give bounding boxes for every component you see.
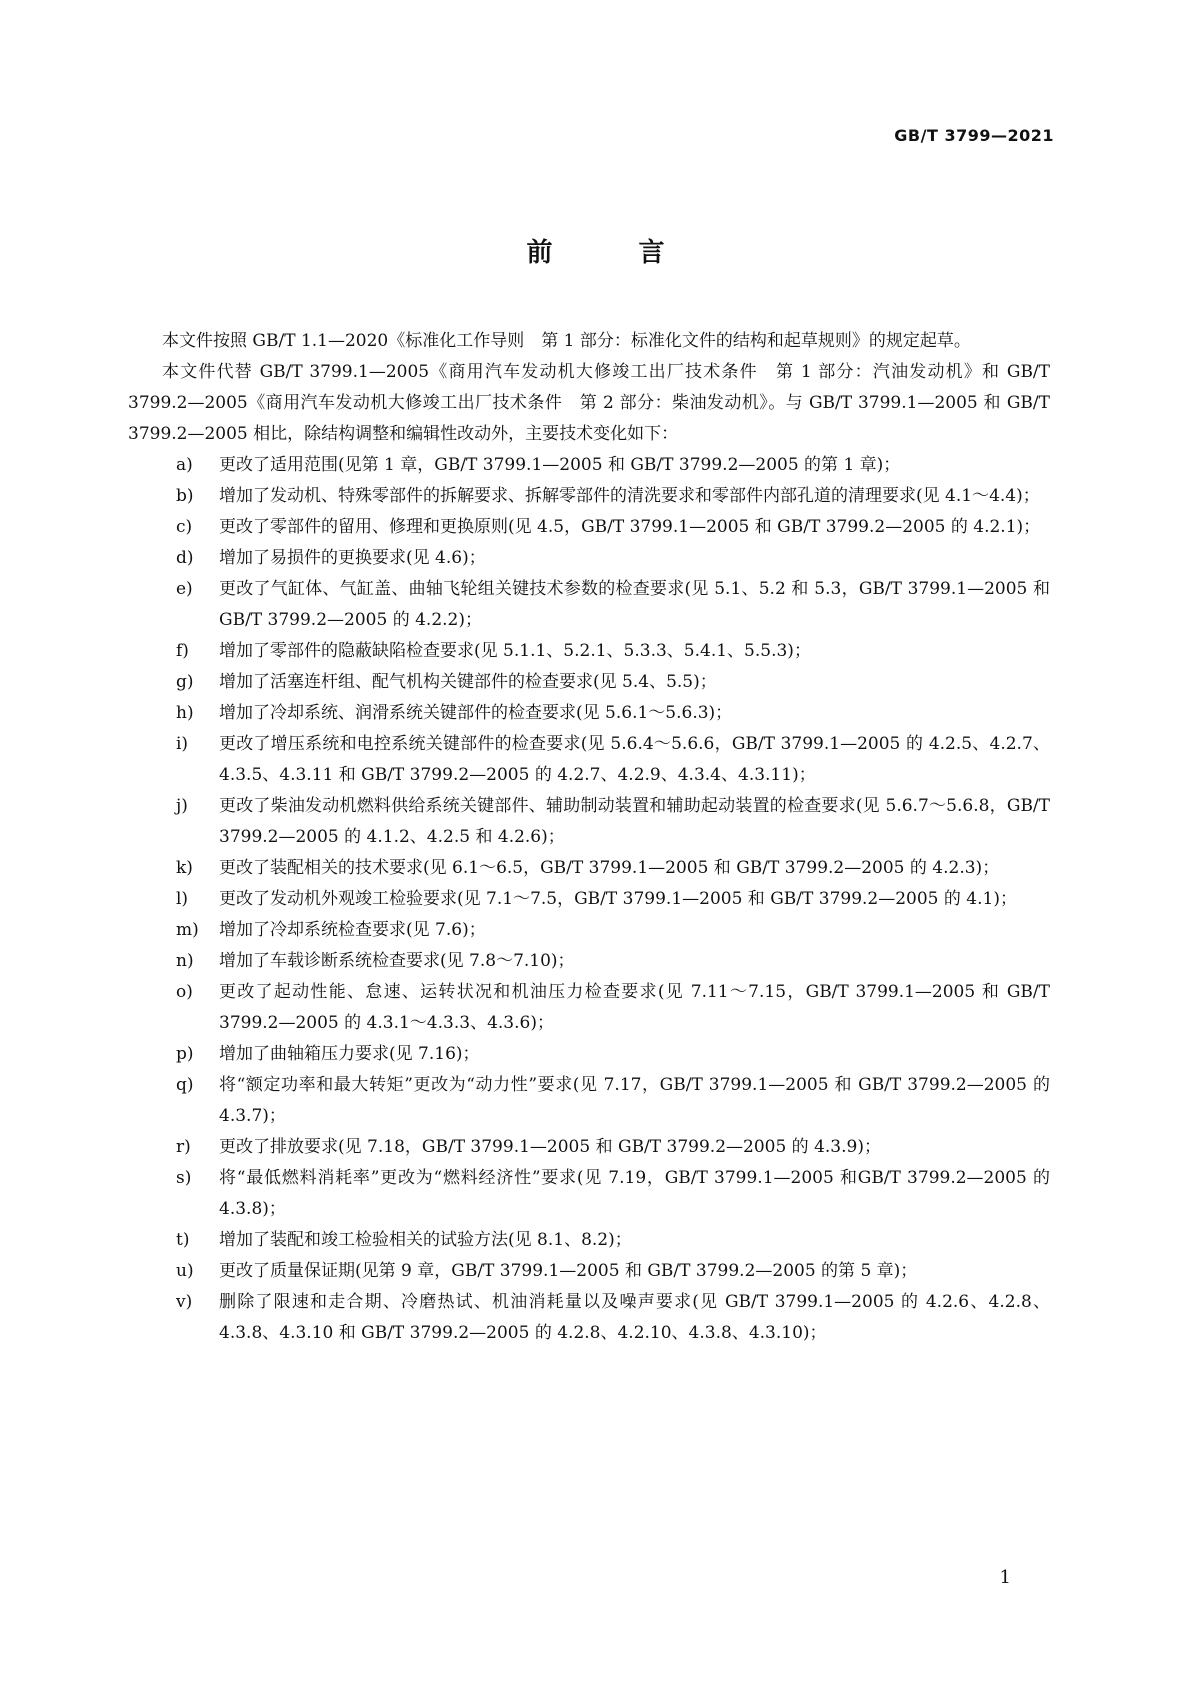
- change-item: [128, 1070, 1050, 1132]
- change-item-text: 增加了曲轴箱压力要求(见 7.16)；: [219, 1044, 480, 1064]
- change-item-marker: u): [176, 1261, 194, 1281]
- change-item: [128, 481, 1050, 512]
- change-item: [128, 698, 1050, 729]
- change-item-text: 更改了发动机外观竣工检验要求(见 7.1～7.5，GB/T 3799.1—2005 和 GB/T 3799.2—2005 的 4.1)；: [219, 889, 1017, 909]
- change-item-text: 更改了气缸体、气缸盖、曲轴飞轮组关键技术参数的检查要求(见 5.1、5.2 和 5.3，GB/T 3799.1—2005 和 GB/T 3799.2—2005 的 4.2.2)；: [219, 579, 1050, 630]
- change-item: [128, 853, 1050, 884]
- change-item-marker: f): [176, 641, 189, 661]
- change-item-text: 更改了增压系统和电控系统关键部件的检查要求(见 5.6.4～5.6.6，GB/T 3799.1—2005 的 4.2.5、4.2.7、4.3.5、4.3.11 和 GB/T 3799.2—2005 的 4.2.7、4.2.9、4.3.4、4.3.11)；: [219, 734, 1050, 785]
- change-item-text: 更改了柴油发动机燃料供给系统关键部件、辅助制动装置和辅助起动装置的检查要求(见 5.6.7～5.6.8，GB/T 3799.2—2005 的 4.1.2、4.2.5 和 4.2.6)；: [219, 796, 1050, 847]
- change-item-marker: v): [176, 1292, 193, 1312]
- change-item: [128, 450, 1050, 481]
- change-item-marker: n): [176, 951, 194, 971]
- change-item-text: 更改了零部件的留用、修理和更换原则(见 4.5，GB/T 3799.1—2005 和 GB/T 3799.2—2005 的 4.2.1)；: [219, 517, 1041, 537]
- change-item-marker: h): [176, 703, 194, 723]
- change-item-text: 增加了车载诊断系统检查要求(见 7.8～7.10)；: [219, 951, 575, 971]
- change-item-text: 更改了起动性能、怠速、运转状况和机油压力检查要求(见 7.11～7.15，GB/T 3799.1—2005 和 GB/T 3799.2—2005 的 4.3.1～4.3.3、4.3.6)；: [219, 982, 1050, 1033]
- change-item-marker: d): [176, 548, 194, 568]
- change-item-text: 增加了装配和竣工检验相关的试验方法(见 8.1、8.2)；: [219, 1230, 632, 1250]
- change-item: [128, 1287, 1050, 1349]
- change-item-marker: t): [176, 1230, 190, 1250]
- page-title: 前 言: [526, 238, 695, 268]
- change-item-marker: k): [176, 858, 193, 878]
- change-item-text: 增加了易损件的更换要求(见 4.6)；: [219, 548, 486, 568]
- change-item-marker: r): [176, 1137, 191, 1157]
- change-item-marker: l): [176, 889, 189, 909]
- change-item: [128, 915, 1050, 946]
- change-item-text: 增加了零部件的隐蔽缺陷检查要求(见 5.1.1、5.2.1、5.3.3、5.4.1、5.5.3)；: [219, 641, 811, 661]
- change-item-text: 将“额定功率和最大转矩”更改为“动力性”要求(见 7.17，GB/T 3799.1—2005 和 GB/T 3799.2—2005 的 4.3.7)；: [219, 1075, 1050, 1126]
- change-item: [128, 884, 1050, 915]
- change-item: [128, 636, 1050, 667]
- change-item: [128, 1163, 1050, 1225]
- change-item: [128, 946, 1050, 977]
- change-item: [128, 729, 1050, 791]
- change-item-text: 将“最低燃料消耗率”更改为“燃料经济性”要求(见 7.19，GB/T 3799.1—2005 和GB/T 3799.2—2005 的 4.3.8)；: [219, 1168, 1050, 1219]
- change-item: [128, 574, 1050, 636]
- change-item-marker: b): [176, 486, 194, 506]
- change-item-marker: q): [176, 1075, 194, 1095]
- technical-changes-list: [128, 450, 1050, 1349]
- change-item: [128, 543, 1050, 574]
- change-item: [128, 791, 1050, 853]
- change-item-marker: i): [176, 734, 189, 754]
- change-item-text: 更改了装配相关的技术要求(见 6.1～6.5，GB/T 3799.1—2005 和 GB/T 3799.2—2005 的 4.2.3)；: [219, 858, 1000, 878]
- standard-number: GB/T 3799—2021: [894, 126, 1054, 145]
- change-item-marker: c): [176, 517, 193, 537]
- document-body: [128, 326, 1050, 1349]
- change-item-marker: s): [176, 1168, 192, 1188]
- change-item: [128, 667, 1050, 698]
- change-item: [128, 1256, 1050, 1287]
- change-item-text: 增加了冷却系统、润滑系统关键部件的检查要求(见 5.6.1～5.6.3)；: [219, 703, 733, 723]
- change-item: [128, 1132, 1050, 1163]
- change-item-text: 更改了适用范围(见第 1 章，GB/T 3799.1—2005 和 GB/T 3799.2—2005 的第 1 章)；: [219, 455, 901, 475]
- change-item-text: 增加了冷却系统检查要求(见 7.6)；: [219, 920, 486, 940]
- change-item-marker: a): [176, 455, 193, 475]
- change-item: [128, 512, 1050, 543]
- paragraph-drafting-rules: 本文件按照 GB/T 1.1—2020《标准化工作导则 第 1 部分：标准化文件的结构和起草规则》的规定起草。: [162, 331, 971, 351]
- change-item-text: 增加了发动机、特殊零部件的拆解要求、拆解零部件的清洗要求和零部件内部孔道的清理要求(见 4.1～4.4)；: [219, 486, 1040, 506]
- change-item-marker: p): [176, 1044, 194, 1064]
- change-item-text: 增加了活塞连杆组、配气机构关键部件的检查要求(见 5.4、5.5)；: [219, 672, 717, 692]
- change-item-marker: g): [176, 672, 194, 692]
- change-item: [128, 1225, 1050, 1256]
- change-item-marker: o): [176, 982, 193, 1002]
- change-item: [128, 977, 1050, 1039]
- change-item-marker: m): [176, 920, 199, 940]
- change-item-text: 更改了排放要求(见 7.18，GB/T 3799.1—2005 和 GB/T 3799.2—2005 的 4.3.9)；: [219, 1137, 881, 1157]
- paragraph-replacement: 本文件代替 GB/T 3799.1—2005《商用汽车发动机大修竣工出厂技术条件 第 1 部分：汽油发动机》和 GB/T 3799.2—2005《商用汽车发动机大修竣工出厂技术条件 第 2 部分：柴油发动机》。与 GB/T 3799.1—2005 和 GB/T 3799.2—2005 相比，除结构调整和编辑性改动外，主要技术变化如下：: [128, 362, 1050, 444]
- change-item-marker: e): [176, 579, 193, 599]
- change-item-text: 删除了限速和走合期、冷磨热试、机油消耗量以及噪声要求(见 GB/T 3799.1—2005 的 4.2.6、4.2.8、4.3.8、4.3.10 和 GB/T 3799.2—2005 的 4.2.8、4.2.10、4.3.8、4.3.10)；: [219, 1292, 1050, 1343]
- page-number: 1: [999, 1567, 1011, 1588]
- change-item-text: 更改了质量保证期(见第 9 章，GB/T 3799.1—2005 和 GB/T 3799.2—2005 的第 5 章)；: [219, 1261, 918, 1281]
- change-item: [128, 1039, 1050, 1070]
- change-item-marker: j): [176, 796, 188, 816]
